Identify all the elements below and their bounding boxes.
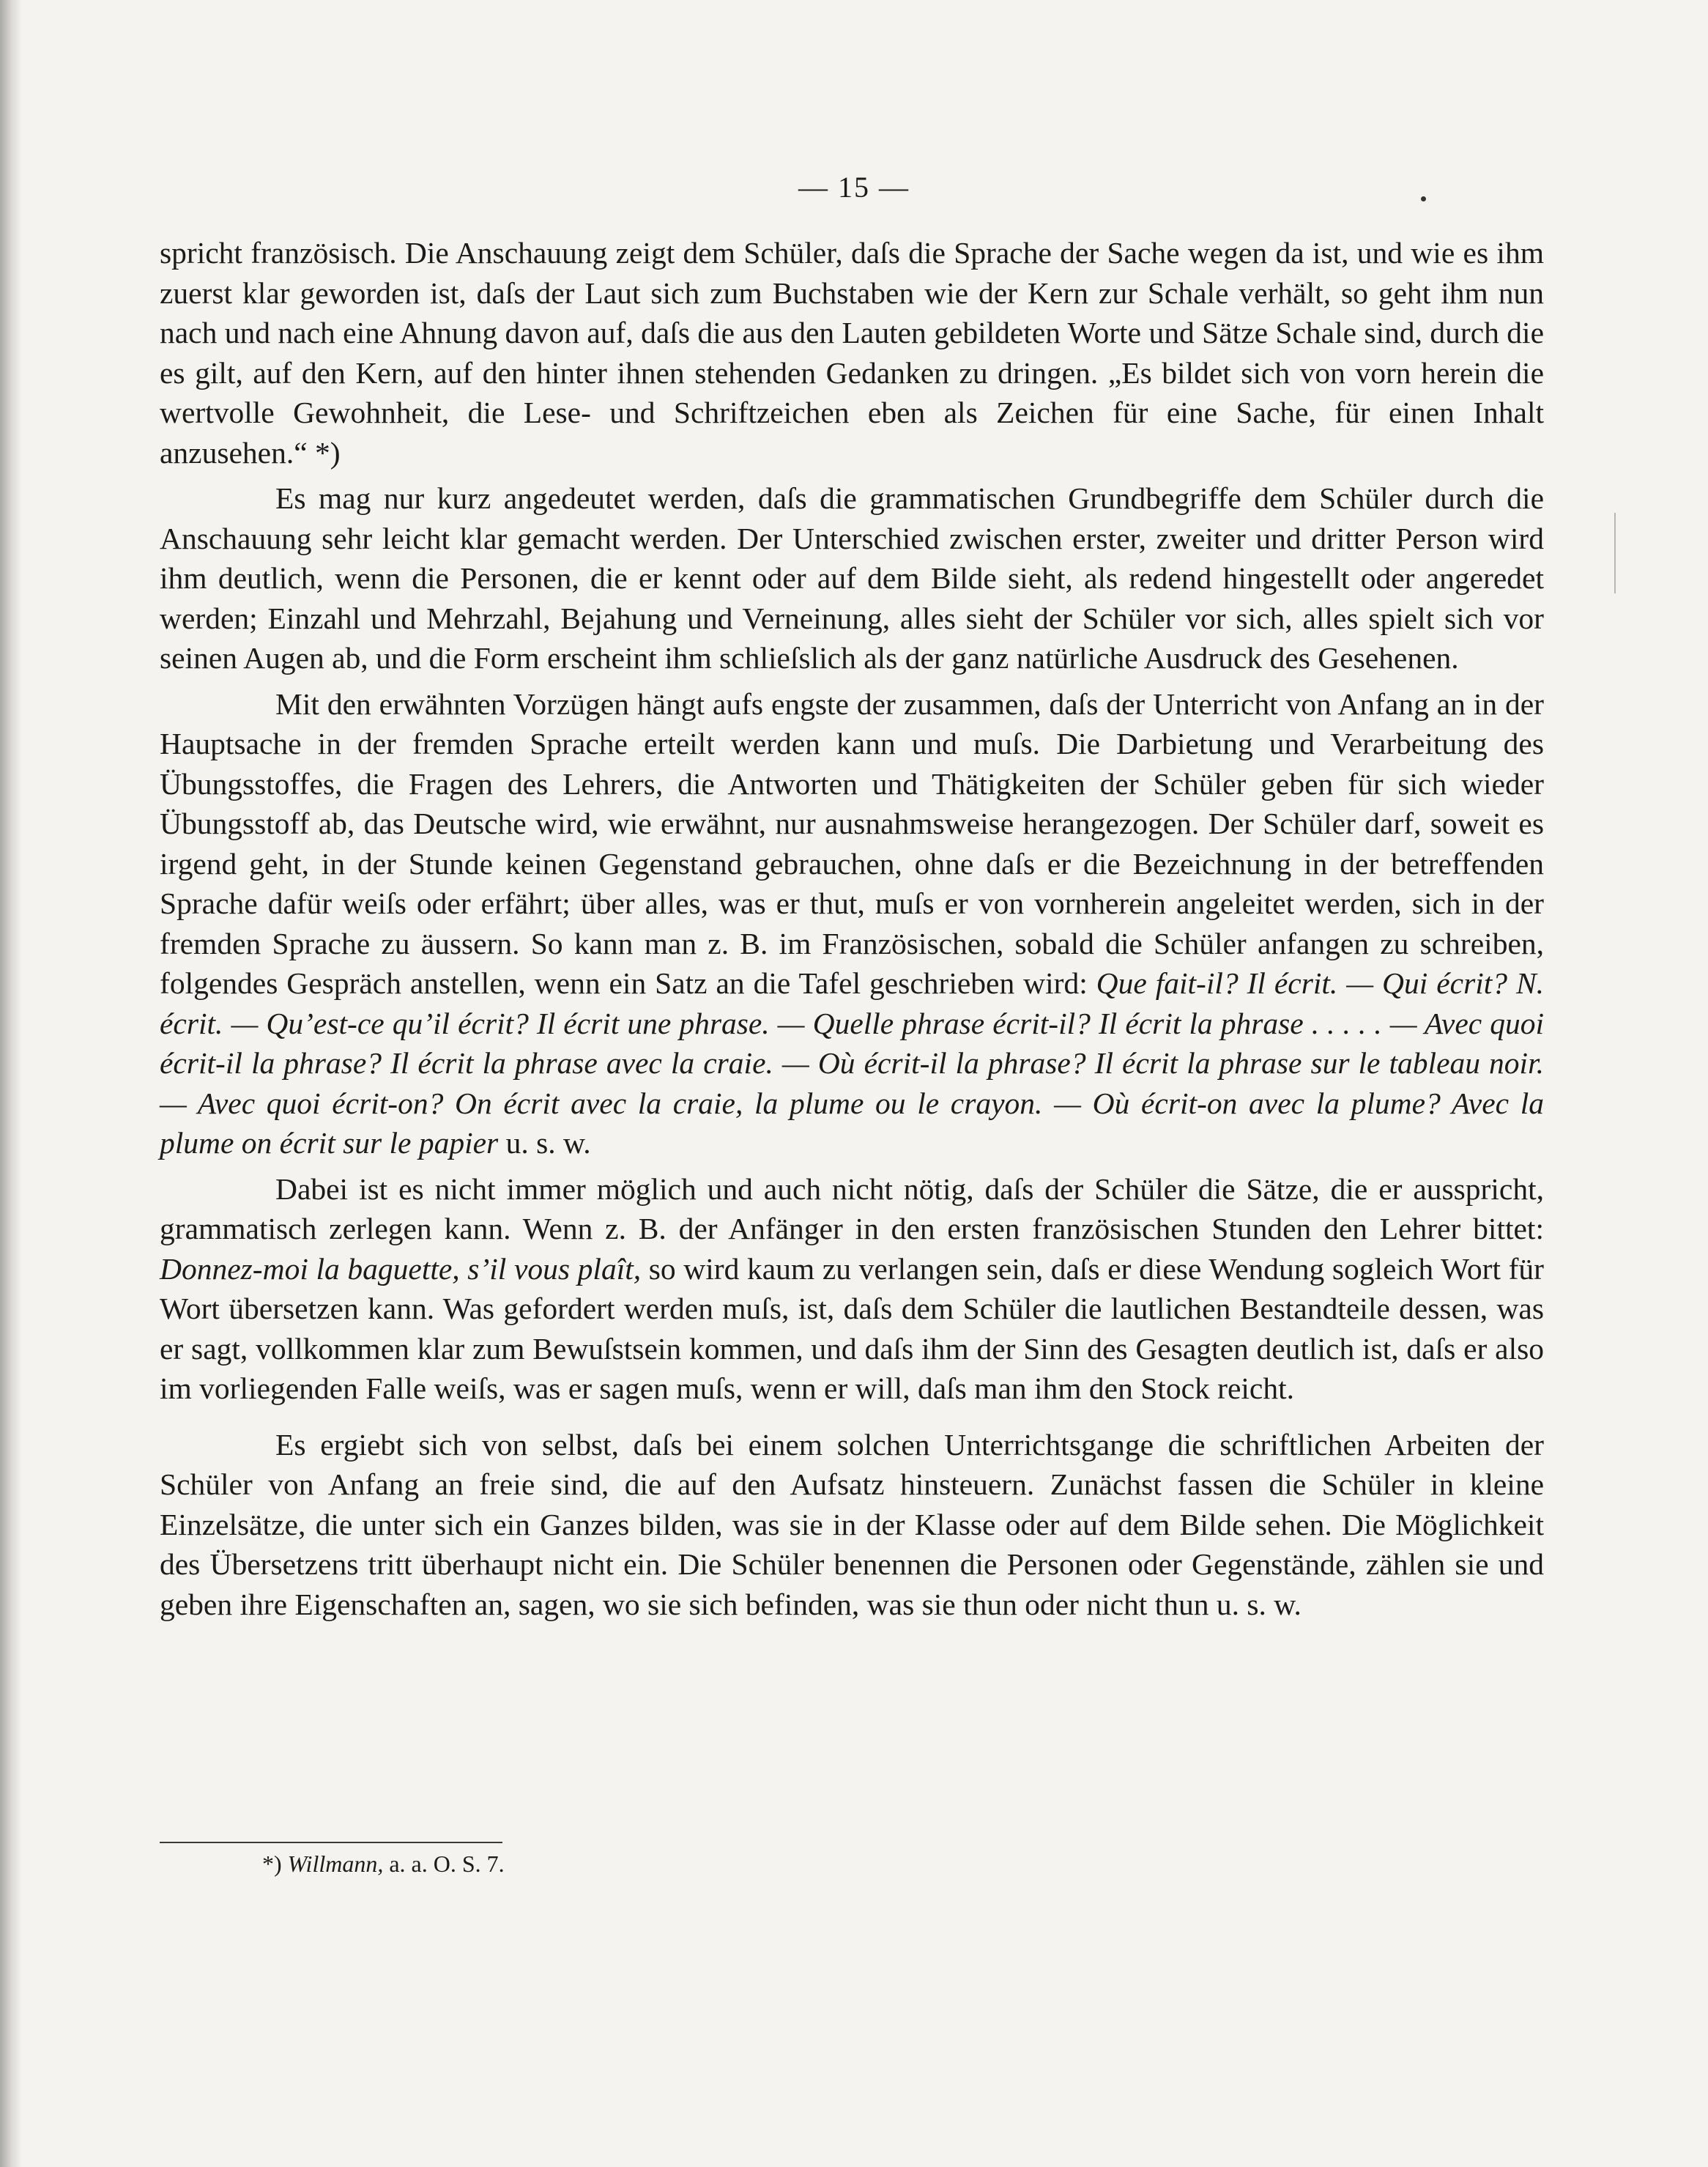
text-run: Es ergiebt sich von selbst, daſs bei einem solchen Unterrichtsgange die schriftlichen Arbeiten der Schüler von Anfang an freie sind, die auf den Aufsatz hinsteuern. Zunächst fassen die Schüler in kleine Einzelsätze, die unter sich ein Ganzes bilden, was sie in der Klasse oder auf dem Bilde sehen. Die Möglichkeit des Übersetzens tritt überhaupt nicht ein. Die Schüler benennen die Personen oder Gegenstände, zählen sie und geben ihre Eigenschaften an, sagen, wo sie sich befinden, was sie thun oder nicht thun u. s. w. <box>160 1427 1544 1621</box>
paragraph-5 <box>160 1425 1544 1625</box>
footnote-reference: a. a. O. S. 7. <box>389 1851 505 1877</box>
text-run: Mit den erwähnten Vorzügen hängt aufs engste der zusammen, daſs der Unterricht von Anfang an in der Hauptsache in der fremden Sprache erteilt werden kann und muſs. Die Darbietung und Verarbeitung des Übungsstoffes, die Fragen des Lehrers, die Antworten und Thätigkeiten der Schüler geben für sich wieder Übungsstoff ab, das Deutsche wird, wie erwähnt, nur ausnahmsweise herangezogen. Der Schüler darf, soweit es irgend geht, in der Stunde keinen Gegenstand gebrauchen, ohne daſs er die Bezeichnung in der betreffenden Sprache dafür weiſs oder erfährt; über alles, was er thut, muſs er von vornherein angeleitet werden, sich in der fremden Sprache zu äussern. So kann man z. B. im Französischen, sobald die Schüler anfangen zu schreiben, folgendes Gespräch anstellen, wenn ein Satz an die Tafel geschrieben wird: <box>160 686 1544 1000</box>
example-text-italic: Donnez-moi la baguette, s’il vous plaît, <box>160 1251 642 1286</box>
paragraph-3 <box>160 684 1544 1163</box>
ink-dot <box>1421 196 1426 201</box>
text-run: u. s. w. <box>498 1126 591 1160</box>
text-run: so wird kaum zu verlangen sein, daſs er diese Wendung sogleich Wort für Wort übersetzen kann. Was gefordert werden muſs, ist, daſs dem Schüler die lautlichen Bestandteile dessen, was er sagt, vollkommen klar zum Bewuſstsein kommen, und daſs ihm der Sinn des Gesagten deutlich ist, daſs er also im vorliegenden Falle weiſs, was er sagen muſs, wenn er will, daſs man ihm den Stock reicht. <box>160 1251 1545 1405</box>
footnote-author: Willmann, <box>287 1851 384 1877</box>
text-run: spricht französisch. Die Anschauung zeigt dem Schüler, daſs die Sprache der Sache wegen da ist, und wie es ihm zuerst klar geworden ist, daſs der Laut sich zum Buchstaben wie der Kern zur Schale verhält, so geht ihm nun nach und nach eine Ahnung davon auf, daſs die aus den Lauten gebildeten Worte und Sätze Schale sind, durch die es gilt, auf den Kern, auf den hinter ihnen stehenden Gedanken zu dringen. „Es bildet sich von vorn herein die wertvolle Gewohnheit, die Lese- und Schriftzeichen eben als Zeichen für eine Sache, für einen Inhalt anzusehen.“ *) <box>160 236 1544 470</box>
footnote-marker: *) <box>262 1851 282 1877</box>
paragraph-4 <box>160 1169 1544 1409</box>
body-text <box>160 233 1544 1624</box>
paragraph-1 <box>160 233 1544 473</box>
paper-fold-mark <box>1614 513 1616 593</box>
text-run: Dabei ist es nicht immer möglich und auch nicht nötig, daſs der Schüler die Sätze, die er ausspricht, grammatisch zerlegen kann. Wenn z. B. der Anfänger in den ersten französischen Stunden den Lehrer bittet: <box>160 1171 1544 1245</box>
page-number: — 15 — <box>798 171 910 204</box>
footnote <box>262 1848 505 1880</box>
text-run: Es mag nur kurz angedeutet werden, daſs die grammatischen Grundbegriffe dem Schüler durch die Anschauung sehr leicht klar gemacht werden. Der Unterschied zwischen erster, zweiter und dritter Person wird ihm deutlich, wenn die Personen, die er kennt oder auf dem Bilde sieht, als redend hingestellt oder angeredet werden; Einzahl und Mehrzahl, Bejahung und Verneinung, alles sieht der Schüler vor sich, alles spielt sich vor seinen Augen ab, und die Form erscheint ihm schlieſslich als der ganz natürliche Ausdruck des Gesehenen. <box>160 481 1544 675</box>
example-text-italic: Que fait-il? Il écrit. — Qui écrit? N. écrit. — Qu’est-ce qu’il écrit? Il écrit une phrase. — Quelle phrase écrit-il? Il écrit la phrase . . . . . — Avec quoi écrit-il la phrase? Il écrit la phrase avec la craie. — Où écrit-il la phrase? Il écrit la phrase sur le tableau noir. — Avec quoi écrit-on? On écrit avec la craie, la plume ou le crayon. — Où écrit-on avec la plume? Avec la plume on écrit sur le papier <box>160 966 1545 1160</box>
paragraph-2 <box>160 478 1544 678</box>
footnote-rule <box>160 1842 502 1843</box>
page-gutter-shadow <box>0 0 22 2167</box>
